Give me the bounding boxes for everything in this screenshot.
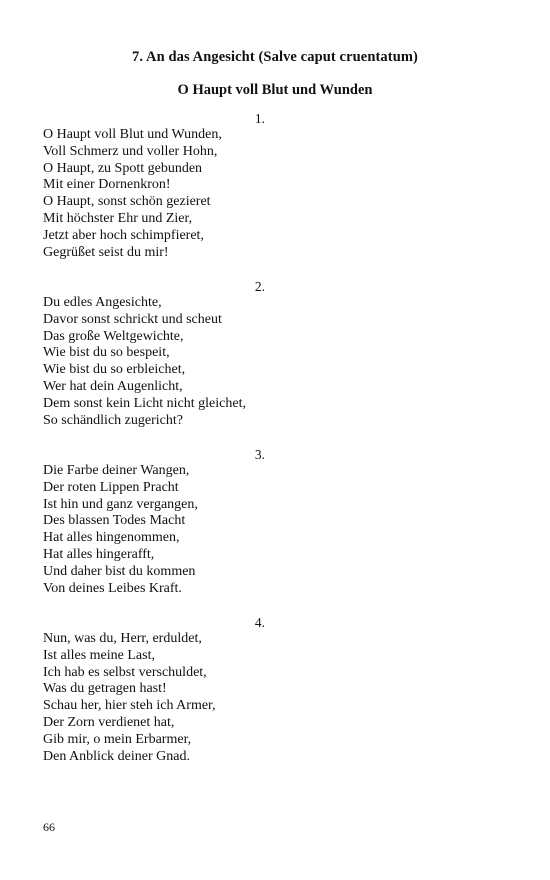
verse-line: So schändlich zugericht? <box>43 412 183 428</box>
verse-line: Davor sonst schrickt und scheut <box>43 311 222 327</box>
verse-line: Hat alles hingenommen, <box>43 530 180 546</box>
song-title: O Haupt voll Blut und Wunden <box>177 82 373 98</box>
verse-line: Wie bist du so bespeit, <box>43 345 170 361</box>
verse-line: Mit höchster Ehr und Zier, <box>43 210 193 226</box>
verse-line: Schau her, hier steh ich Armer, <box>43 698 216 714</box>
verse-line: Und daher bist du kommen <box>43 563 196 579</box>
verse-line: Jetzt aber hoch schimpfieret, <box>43 227 204 243</box>
verse-line: Wie bist du so erbleichet, <box>43 362 186 378</box>
verse-line: Voll Schmerz und voller Hohn, <box>43 143 218 159</box>
verse-line: Gegrüßet seist du mir! <box>43 244 169 260</box>
verse-line: Ist alles meine Last, <box>43 647 155 663</box>
verse-line: Gib mir, o mein Erbarmer, <box>43 731 192 747</box>
verse-line: O Haupt, zu Spott gebunden <box>43 160 203 176</box>
verse-line: Wer hat dein Augenlicht, <box>43 378 183 394</box>
verse-line: O Haupt voll Blut und Wunden, <box>43 127 222 142</box>
stanza-2 <box>43 278 283 429</box>
verse-line: Die Farbe deiner Wangen, <box>43 463 190 478</box>
verse-line: Was du getragen hast! <box>43 681 167 697</box>
stanza-number: 3. <box>254 447 265 462</box>
stanza-number: 1. <box>254 111 265 126</box>
page-number: 66 <box>43 820 55 834</box>
verse-line: O Haupt, sonst schön gezieret <box>43 194 211 210</box>
verse-line: Das große Weltgewichte, <box>43 328 184 344</box>
verse-line: Ist hin und ganz vergangen, <box>43 496 198 512</box>
verse-line: Des blassen Todes Macht <box>43 513 186 529</box>
verse-line: Hat alles hingerafft, <box>43 546 155 562</box>
verse-line: Der roten Lippen Pracht <box>43 479 179 495</box>
stanza-1 <box>43 110 283 261</box>
stanza-number: 2. <box>254 279 265 294</box>
stanza-number: 4. <box>254 615 265 630</box>
verse-line: Den Anblick deiner Gnad. <box>43 748 190 764</box>
verse-line: Du edles Angesichte, <box>43 295 162 310</box>
verse-line: Ich hab es selbst verschuldet, <box>43 664 207 680</box>
verse-line: Mit einer Dornenkron! <box>43 177 171 193</box>
verse-line: Der Zorn verdienet hat, <box>43 714 175 730</box>
verse-line: Von deines Leibes Kraft. <box>43 580 182 596</box>
stanza-4 <box>43 614 283 765</box>
stanza-3 <box>43 446 283 597</box>
chapter-title: 7. An das Angesicht (Salve caput cruentatum) <box>132 49 418 65</box>
verse-line: Nun, was du, Herr, erduldet, <box>43 631 202 646</box>
verse-line: Dem sonst kein Licht nicht gleichet, <box>43 395 246 411</box>
